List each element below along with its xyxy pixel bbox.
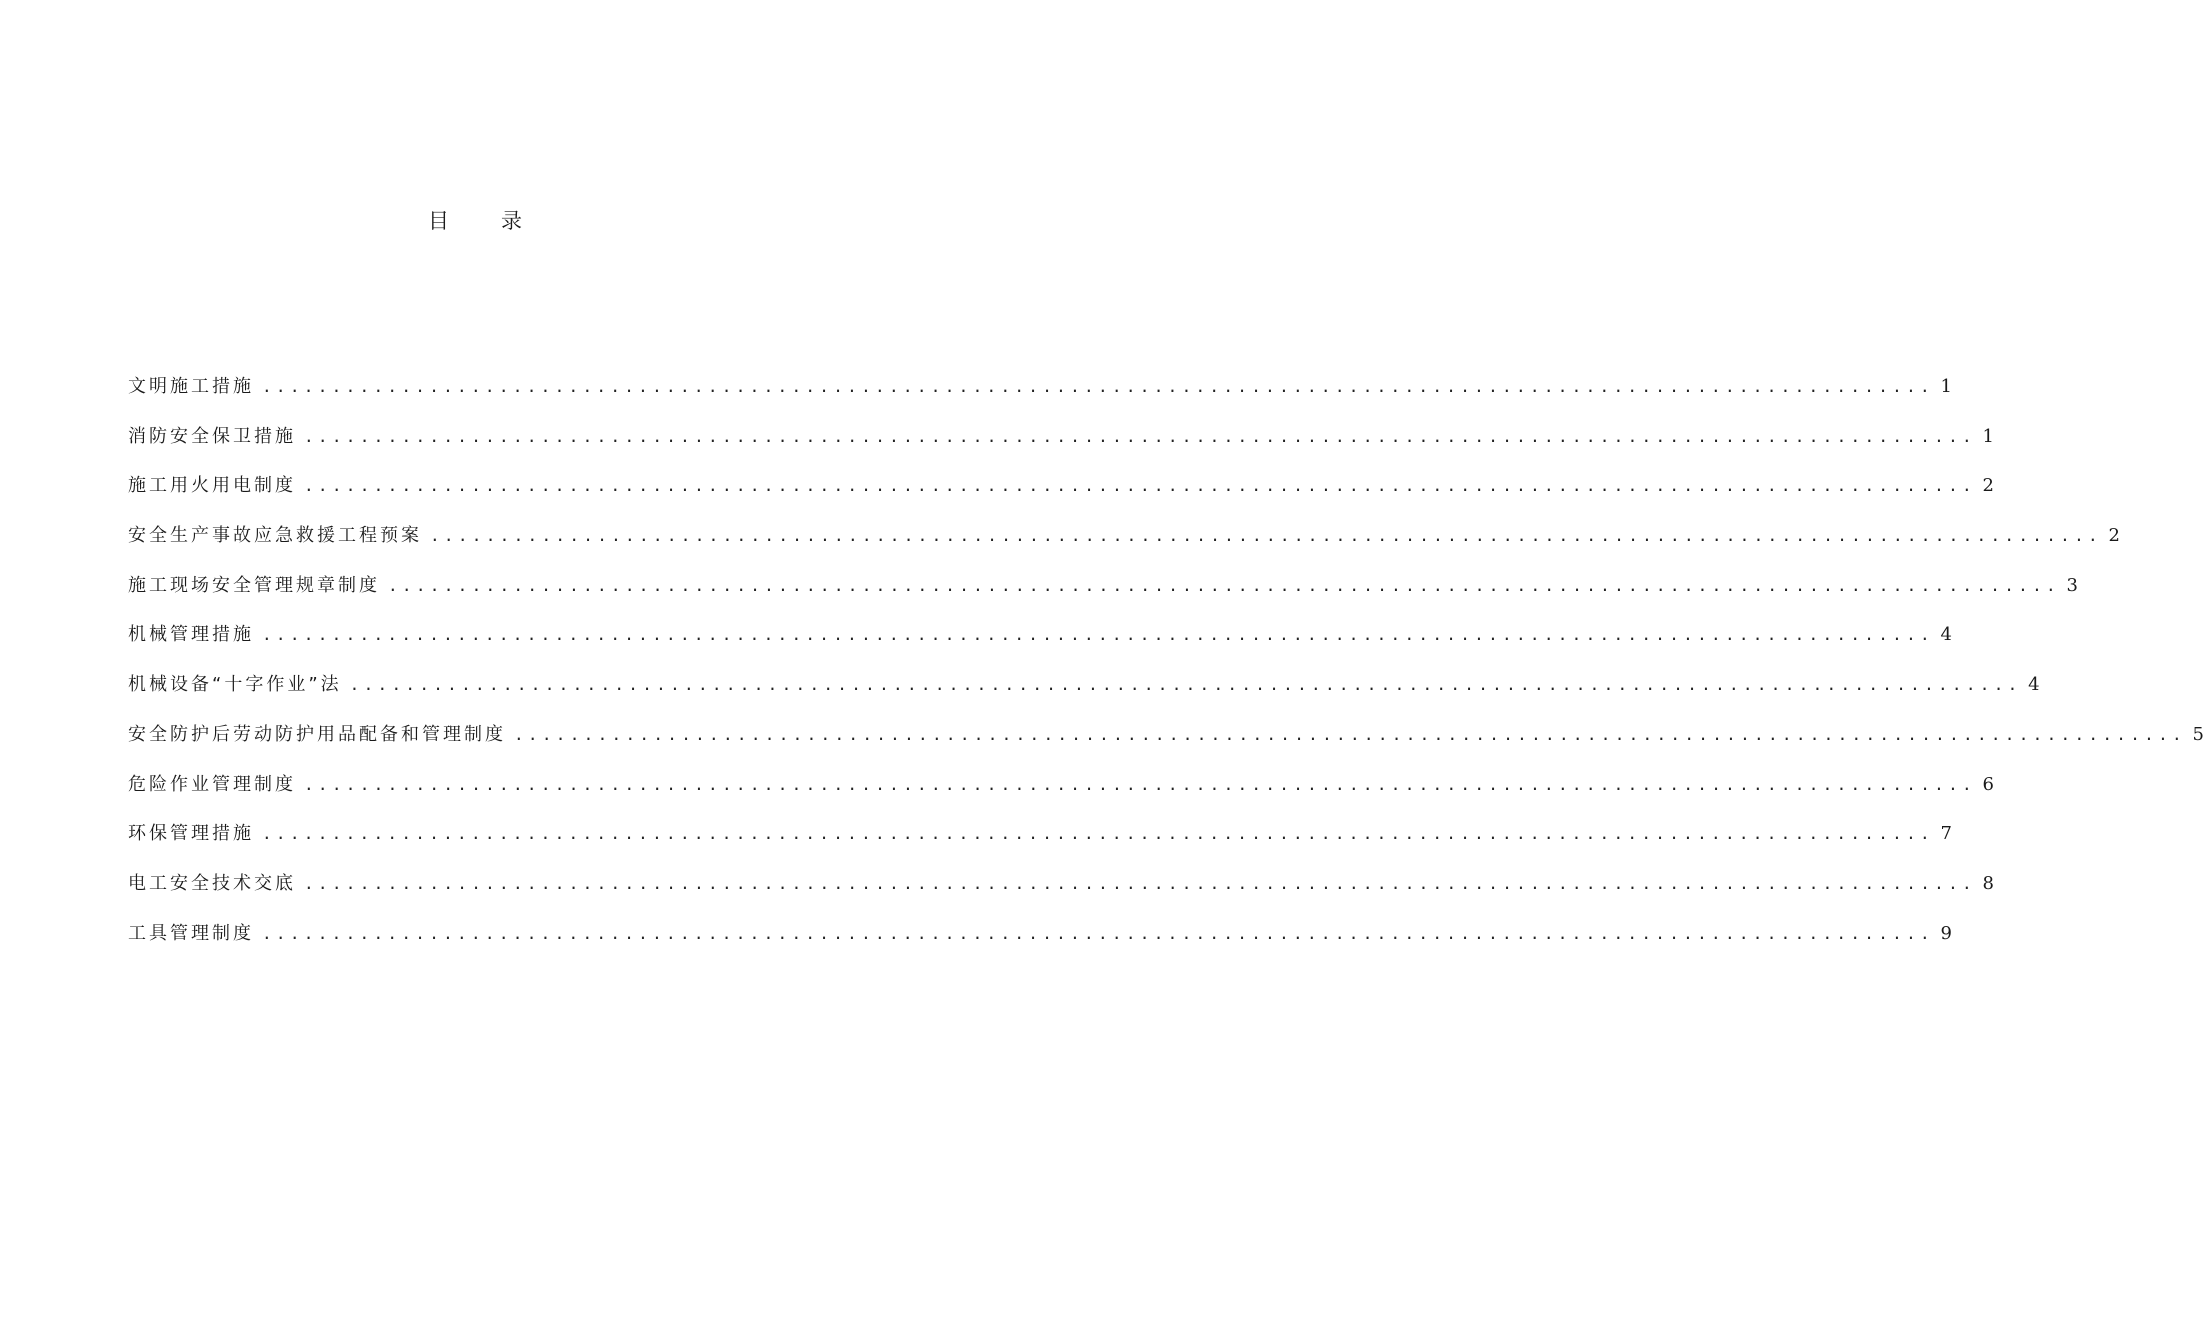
toc-entry-title: 施工用火用电制度 <box>128 475 296 497</box>
toc-entry[interactable] <box>128 710 2204 760</box>
toc-page-number: 7 <box>1940 823 1952 845</box>
toc-page-number: 8 <box>1982 872 1994 894</box>
toc-dot-leader: ........................................................................................................................ <box>262 824 1934 844</box>
toc-entry-title: 电工安全技术交底 <box>128 872 296 894</box>
toc-page-number: 4 <box>1940 624 1952 646</box>
toc-page-number: 2 <box>1982 475 1994 497</box>
toc-dot-leader: ........................................................................................................................ <box>349 675 2022 695</box>
toc-entry[interactable] <box>128 461 1994 511</box>
toc-entry-title: 安全生产事故应急救援工程预案 <box>128 525 422 547</box>
toc-heading-right: 录 <box>501 209 522 233</box>
toc-list <box>128 362 2204 958</box>
toc-dot-leader: ........................................................................................................................ <box>262 377 1934 396</box>
toc-entry[interactable] <box>128 561 2078 611</box>
toc-page-number: 6 <box>1982 773 1994 795</box>
toc-entry-title: 文明施工措施 <box>128 376 254 397</box>
toc-entry[interactable] <box>128 362 1952 412</box>
toc-entry[interactable] <box>128 660 2040 710</box>
toc-dot-leader: ........................................................................................................................ <box>262 625 1934 645</box>
toc-dot-leader: ........................................................................................................................ <box>304 426 1976 446</box>
toc-page-number: 1 <box>1940 376 1952 397</box>
toc-entry-title: 机械设备“十字作业”法 <box>128 674 342 696</box>
toc-dot-leader: ........................................................................................................................ <box>388 575 2060 595</box>
toc-dot-leader: ........................................................................................................................ <box>262 923 1934 943</box>
toc-entry[interactable] <box>128 859 1994 909</box>
toc-page-number: 1 <box>1982 425 1994 447</box>
toc-entry-title: 消防安全保卫措施 <box>128 425 296 447</box>
toc-entry[interactable] <box>128 511 2120 561</box>
toc-entry[interactable] <box>128 760 1994 810</box>
toc-dot-leader: ........................................................................................................................ <box>430 526 2102 546</box>
toc-heading-left: 目 <box>428 209 449 233</box>
toc-heading <box>0 204 950 238</box>
toc-entry-title: 危险作业管理制度 <box>128 773 296 795</box>
toc-entry[interactable] <box>128 809 1952 859</box>
toc-entry[interactable] <box>128 412 1994 462</box>
toc-entry-title: 环保管理措施 <box>128 823 254 845</box>
toc-entry-title: 安全防护后劳动防护用品配备和管理制度 <box>128 723 506 745</box>
toc-dot-leader: ........................................................................................................................ <box>304 774 1976 794</box>
toc-page-number: 3 <box>2066 574 2078 596</box>
toc-page-number: 4 <box>2028 674 2040 696</box>
toc-entry-title: 工具管理制度 <box>128 922 254 944</box>
toc-page-number: 5 <box>2192 723 2204 745</box>
toc-entry[interactable] <box>128 909 1952 959</box>
toc-entry-title: 机械管理措施 <box>128 624 254 646</box>
toc-entry[interactable] <box>128 610 1952 660</box>
toc-dot-leader: ........................................................................................................................ <box>304 476 1976 496</box>
toc-entry-title: 施工现场安全管理规章制度 <box>128 574 380 596</box>
toc-dot-leader: ........................................................................................................................ <box>304 873 1976 893</box>
toc-page-number: 2 <box>2108 525 2120 547</box>
toc-dot-leader: ........................................................................................................................ <box>514 724 2186 744</box>
toc-page-number: 9 <box>1940 922 1952 944</box>
